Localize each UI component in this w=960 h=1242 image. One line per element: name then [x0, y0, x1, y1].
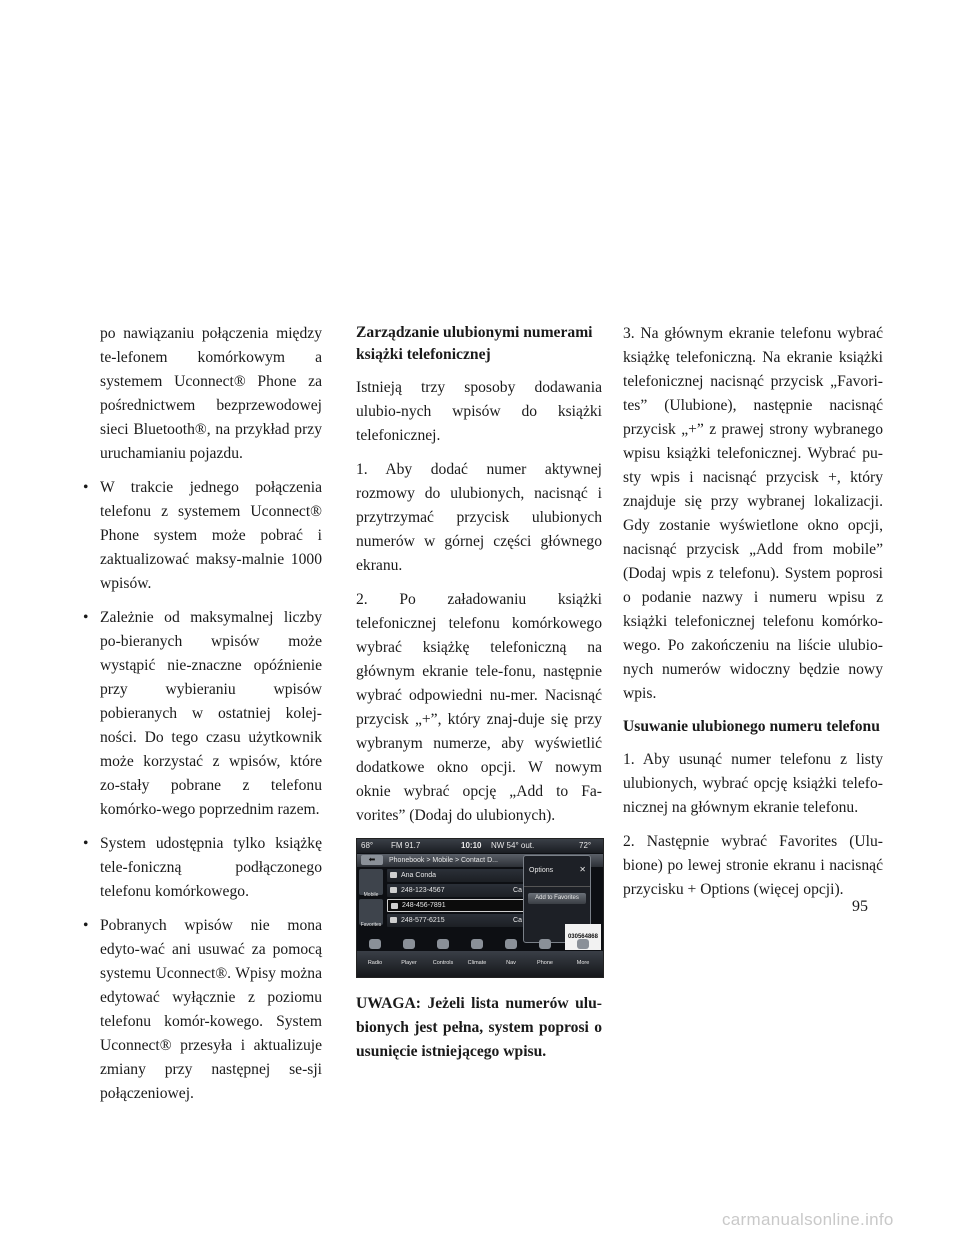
bullet-dot-icon: • [83, 479, 89, 496]
column-left [82, 322, 322, 1116]
contact-list [387, 869, 525, 929]
back-arrow-icon[interactable]: ⬅ [361, 855, 383, 865]
bottom-nav [357, 951, 603, 977]
side-menu [359, 869, 383, 945]
image-code: 030564868 [565, 924, 601, 950]
contact-row[interactable]: Ana Conda [387, 869, 525, 882]
column-right [623, 322, 883, 912]
clock: 10:10 [461, 841, 482, 850]
nav-radio[interactable]: Radio [361, 939, 389, 975]
side-tab-mobile[interactable]: Mobile [359, 869, 383, 895]
outside-temp: 68° [361, 841, 374, 850]
compass: NW 54° out. [491, 841, 535, 850]
nav-more[interactable]: More [569, 939, 597, 975]
bullet-item: • System udostępnia tylko książkę tele-foniczną podłączonego telefonu komórkowego. [82, 832, 322, 904]
nav-climate[interactable]: Climate [463, 939, 491, 975]
contact-row-selected[interactable]: 248-456-7891 [387, 899, 525, 912]
inside-temp: 72° [579, 841, 592, 850]
column-middle [356, 322, 602, 1074]
remove-step-2-paragraph: 2. Następnie wybrać Favorites (Ulu-bione) po lewej stronie ekranu i nacisnąć przycisku + Options (więcej opcji). [623, 833, 883, 898]
nav-controls[interactable]: Controls [429, 939, 457, 975]
section-heading-favorites: Zarządzanie ulubionymi numerami książki telefonicznej [356, 324, 593, 363]
close-icon[interactable]: ✕ [579, 865, 586, 874]
bullet-item: • Zależnie od maksymalnej liczby po-bieranych wpisów może wystąpić nie-znaczne opóźnienie przy wybieraniu wpisów pobieranych w ostatniej kolej-ności. Do tego czasu użytkownik może korzystać z wpisów, które zo-stały pobrane z telefonu komórko-wego poprzednim razem. [82, 606, 322, 822]
home-icon [390, 887, 397, 893]
nav-phone[interactable]: Phone [531, 939, 559, 975]
watermark: carmanualsonline.info [722, 1210, 894, 1229]
bullet-list [82, 476, 322, 1106]
contact-row[interactable]: 248-577-6215 Ca [387, 914, 525, 927]
person-icon [390, 872, 397, 878]
nav-player[interactable]: Player [395, 939, 423, 975]
work-icon [390, 917, 397, 923]
bullet-item: • Pobranych wpisów nie mona edyto-wać ani usuwać za pomocą systemu Uconnect®. Wpisy można edytować wyłącznie z poziomu telefonu komór-kowego. System Uconnect® przesyła i aktualizuje zmiany przy następnej se-sji połączeniowej. [82, 914, 322, 1106]
step-2-paragraph: 2. Po załadowaniu książki telefonicznej telefonu komórkowego wybrać książkę telefoniczną na głównym ekranie tele-fonu, następnie wybrać odpowiedni nu-mer. Nacisnąć przycisk „+”, który znaj-duje się przy wybranym numerze, aby wyświetlić dodatkowe okno opcji. W nowym oknie wybrać opcję „Add to Fa-vorites” (Dodaj do ulubionych). [356, 591, 602, 824]
bullet-dot-icon: • [83, 917, 89, 934]
nav-nav[interactable]: Nav [497, 939, 525, 975]
bullet-item: • W trakcie jednego połączenia telefonu z systemem Uconnect® Phone system może pobrać i zaktualizować maksy-malnie 1000 wpisów. [82, 476, 322, 596]
options-title: Options [524, 856, 590, 887]
remove-step-1-paragraph: 1. Aby usunąć numer telefonu z listy ulubionych, wybrać opcję książki telefo-nicznej na głównym ekranie telefonu. [623, 751, 883, 816]
headunit-screenshot [356, 838, 604, 978]
bullet-dot-icon: • [83, 835, 89, 852]
section-heading-remove: Usuwanie ulubionego numeru telefonu [623, 718, 880, 735]
radio-station: FM 91.7 [391, 841, 421, 850]
contact-row[interactable]: 248-123-4567 Ca [387, 884, 525, 897]
step-3-paragraph: 3. Na głównym ekranie telefonu wybrać książkę telefoniczną. Na ekranie książki telefonicznej nacisnąć przycisk „Favori-tes” (Ulubione), następnie nacisnąć przycisk „+” z prawej strony wybranego wpisu książki telefonicznej. Wybrać pu-sty wpis i nacisnąć przycisk +, który znajduje się przy wybranej lokalizacji. Gdy zostanie wyświetlone okno opcji, nacisnąć przycisk „Add from mobile” (Dodaj wpis z telefonu). System poprosi o podanie nazwy i numeru wpisu z książki telefonicznej telefonu komórko-wego. Po zakończeniu na liście ulubio-nych numerów widoczny będzie nowy wpis. [623, 325, 883, 702]
breadcrumb: Phonebook > Mobile > Contact D... [389, 857, 498, 864]
side-tab-favorites[interactable]: Favorites [359, 899, 383, 925]
add-to-favorites-button[interactable]: Add to Favorites [528, 893, 586, 904]
step-1-paragraph: 1. Aby dodać numer aktywnej rozmowy do ulubionych, nacisnąć i przytrzymać przycisk ulubionych numerów w górnej części głównego ekranu. [356, 461, 602, 574]
note-paragraph: UWAGA: Jeżeli lista numerów ulu-bionych jest pełna, system poprosi o usunięcie istniejącego wpisu. [356, 995, 602, 1060]
mobile-icon [391, 903, 398, 909]
continuation-paragraph: po nawiązaniu połączenia między te-lefonem komórkowym a systemem Uconnect® Phone za pośrednictwem bezprzewodowej sieci Bluetooth®, na przykład przy uruchamianiu pojazdu. [100, 325, 322, 462]
bullet-dot-icon: • [83, 609, 89, 626]
status-bar [357, 839, 603, 853]
intro-paragraph: Istnieją trzy sposoby dodawania ulubio-nych wpisów do książki telefonicznej. [356, 379, 602, 444]
page-number: 95 [852, 898, 868, 915]
